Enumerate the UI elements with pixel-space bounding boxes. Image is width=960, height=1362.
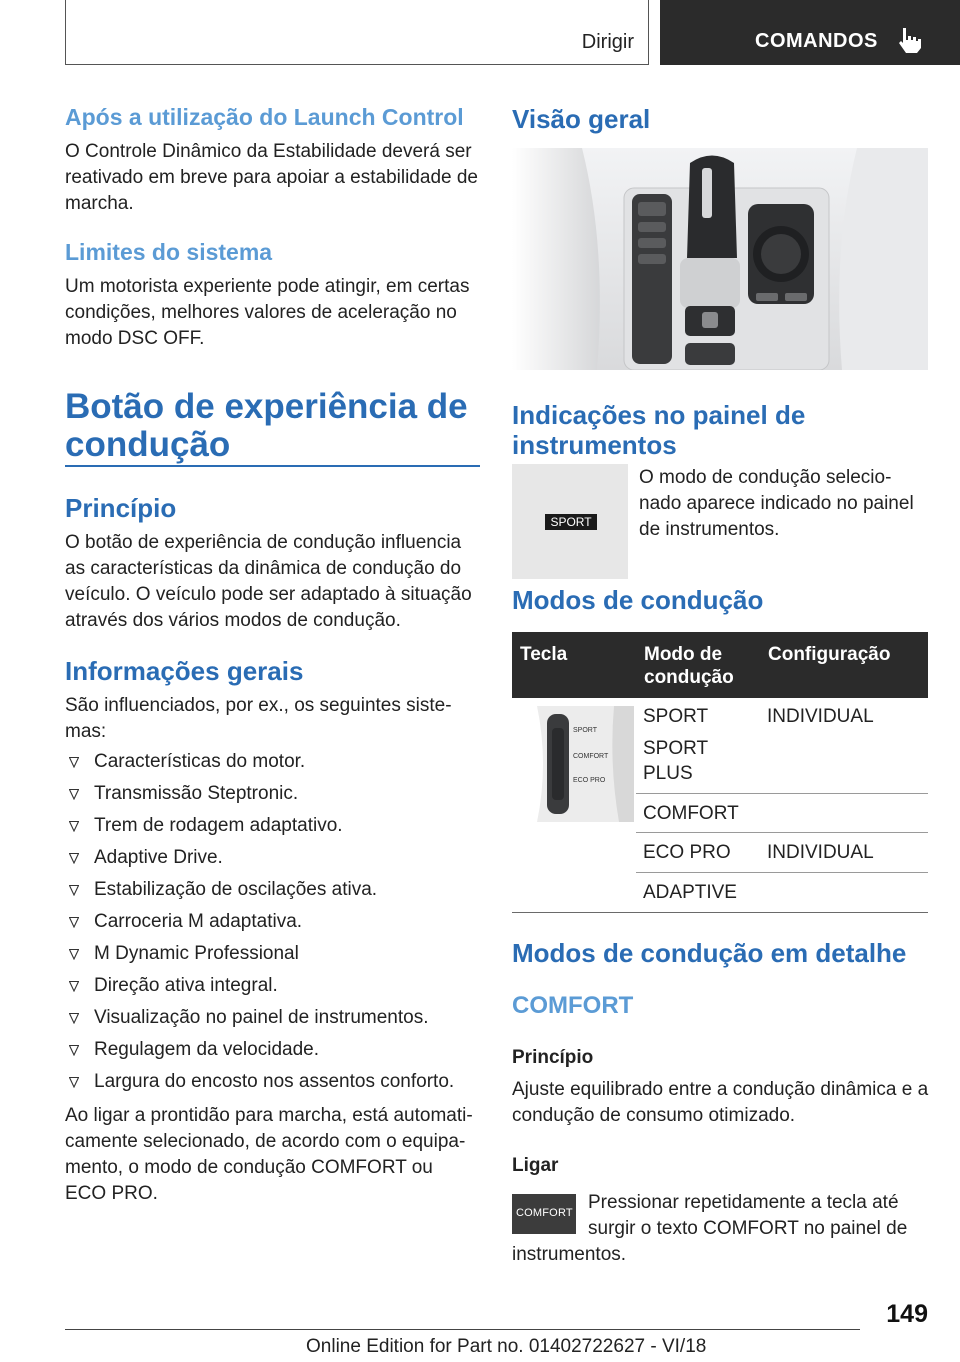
driving-mode-switch-image — [519, 706, 634, 822]
bullet-triangle-icon — [69, 949, 79, 960]
row-sport-plus-mode-line-2: PLUS — [643, 763, 693, 784]
bullet-triangle-icon — [69, 981, 79, 992]
table-row-divider — [636, 793, 928, 794]
row-sport-config: INDIVIDUAL — [767, 706, 874, 727]
header-chapter-label: COMANDOS — [755, 30, 878, 52]
row-sport-plus-mode-line-1: SPORT — [643, 738, 709, 759]
general-info-heading: Informações gerais — [65, 656, 304, 686]
main-heading-line-2: condução — [65, 425, 231, 464]
principle-text-line-1: O botão de experiência de condução influencia — [65, 532, 462, 553]
closing-text-line-2: camente selecionado, de acordo com o equipa- — [65, 1131, 466, 1152]
page-number: 149 — [886, 1300, 928, 1328]
bullet-triangle-icon — [69, 789, 79, 800]
list-item: Trem de rodagem adaptativo. — [65, 810, 485, 842]
bullet-triangle-icon — [69, 757, 79, 768]
switch-on-text-line-2: surgir o texto COMFORT no painel de — [588, 1218, 908, 1239]
row-eco-pro-mode: ECO PRO — [643, 842, 731, 863]
main-heading-line-1: Botão de experiência de — [65, 387, 468, 426]
principle-text-line-3: veículo. O veículo pode ser adaptado à situação — [65, 584, 472, 605]
launch-control-heading: Após a utilização do Launch Control — [65, 104, 464, 130]
footer-edition-text: Online Edition for Part no. 01402722627 - VI/18 — [306, 1336, 707, 1357]
bullet-triangle-icon — [69, 917, 79, 928]
col-header-key: Tecla — [520, 644, 568, 665]
heading-divider — [65, 465, 480, 467]
bullet-triangle-icon — [69, 853, 79, 864]
list-item: Carroceria M adaptativa. — [65, 906, 485, 938]
table-bottom-rule — [512, 912, 928, 913]
list-item: Largura do encosto nos assentos conforto. — [65, 1066, 485, 1098]
launch-text-line-1: O Controle Dinâmico da Estabilidade deverá ser — [65, 141, 472, 162]
bullet-triangle-icon — [69, 1077, 79, 1088]
col-header-config: Configuração — [768, 644, 891, 665]
row-adaptive-mode: ADAPTIVE — [643, 882, 737, 903]
list-item: Regulagem da velocidade. — [65, 1034, 485, 1066]
modes-heading: Modos de condução — [512, 585, 764, 615]
indications-text-line-3: de instrumentos. — [639, 519, 780, 540]
bullet-triangle-icon — [69, 1013, 79, 1024]
switch-on-text-line-3: instrumentos. — [512, 1244, 627, 1265]
comfort-button-image — [512, 1194, 576, 1234]
launch-text-line-3: marcha. — [65, 193, 134, 214]
switch-on-text-line-1: Pressionar repetidamente a tecla até — [588, 1192, 899, 1213]
indications-text-line-1: O modo de condução selecio- — [639, 467, 892, 488]
systems-list — [65, 746, 485, 1098]
closing-text-line-1: Ao ligar a prontidão para marcha, está automati- — [65, 1105, 473, 1126]
closing-text-line-4: ECO PRO. — [65, 1183, 158, 1204]
list-item: M Dynamic Professional — [65, 938, 485, 970]
row-comfort-mode: COMFORT — [643, 803, 739, 824]
row-eco-pro-config: INDIVIDUAL — [767, 842, 874, 863]
indications-text-line-2: nado aparece indicado no painel — [639, 493, 914, 514]
limits-text-line-2: condições, melhores valores de aceleração no — [65, 302, 457, 323]
principle-text-line-2: as características da dinâmica de condução do — [65, 558, 462, 579]
header-section-box — [65, 0, 649, 65]
general-text-line-1: São influenciados, por ex., os seguintes siste- — [65, 695, 452, 716]
limits-heading: Limites do sistema — [65, 239, 273, 265]
comfort-heading: COMFORT — [512, 992, 634, 1019]
limits-text-line-1: Um motorista experiente pode atingir, em certas — [65, 276, 470, 297]
row-sport-mode: SPORT — [643, 706, 709, 727]
list-item: Adaptive Drive. — [65, 842, 485, 874]
list-item: Características do motor. — [65, 746, 485, 778]
principle-heading: Princípio — [65, 493, 177, 523]
overview-heading: Visão geral — [512, 104, 651, 134]
indications-heading-line-1: Indicações no painel de — [512, 400, 806, 430]
table-row-divider — [636, 872, 928, 873]
header-chapter-tab — [660, 0, 960, 65]
hand-pointer-icon — [897, 26, 923, 54]
comfort-principle-label: Princípio — [512, 1047, 594, 1068]
switch-on-label: Ligar — [512, 1155, 559, 1176]
mode-switch-illustration — [519, 706, 634, 822]
modes-table-header — [512, 632, 928, 698]
footer-divider — [65, 1329, 860, 1330]
list-item: Transmissão Steptronic. — [65, 778, 485, 810]
switch-label-eco: ECO PRO — [573, 777, 606, 784]
center-console-photo — [512, 148, 928, 370]
sport-display-badge: SPORT — [545, 514, 597, 530]
comfort-button-label: COMFORT — [516, 1207, 573, 1219]
modes-detail-heading: Modos de condução em detalhe — [512, 938, 907, 968]
list-item: Direção ativa integral. — [65, 970, 485, 1002]
bullet-triangle-icon — [69, 885, 79, 896]
comfort-principle-line-2: condução de consumo otimizado. — [512, 1105, 796, 1126]
principle-text-line-4: através dos vários modos de condução. — [65, 610, 401, 631]
limits-text-line-3: modo DSC OFF. — [65, 328, 205, 349]
comfort-principle-line-1: Ajuste equilibrado entre a condução dinâmica e a — [512, 1079, 929, 1100]
list-item: Estabilização de oscilações ativa. — [65, 874, 485, 906]
col-header-mode-line-2: condução — [644, 667, 734, 688]
header-section-label: Dirigir — [581, 31, 634, 53]
bullet-triangle-icon — [69, 1045, 79, 1056]
list-item: Visualização no painel de instrumentos. — [65, 1002, 485, 1034]
switch-label-sport: SPORT — [573, 727, 597, 734]
launch-text-line-2: reativado em breve para apoiar a estabilidade de — [65, 167, 478, 188]
table-row-divider — [636, 832, 928, 833]
col-header-mode-line-1: Modo de — [644, 644, 723, 665]
closing-text-line-3: mento, o modo de condução COMFORT ou — [65, 1157, 433, 1178]
bullet-triangle-icon — [69, 821, 79, 832]
switch-label-comfort: COMFORT — [573, 753, 609, 760]
indications-heading-line-2: instrumentos — [512, 430, 677, 460]
center-console-illustration — [512, 148, 928, 370]
sport-display-image — [512, 464, 628, 579]
general-text-line-2: mas: — [65, 721, 107, 742]
